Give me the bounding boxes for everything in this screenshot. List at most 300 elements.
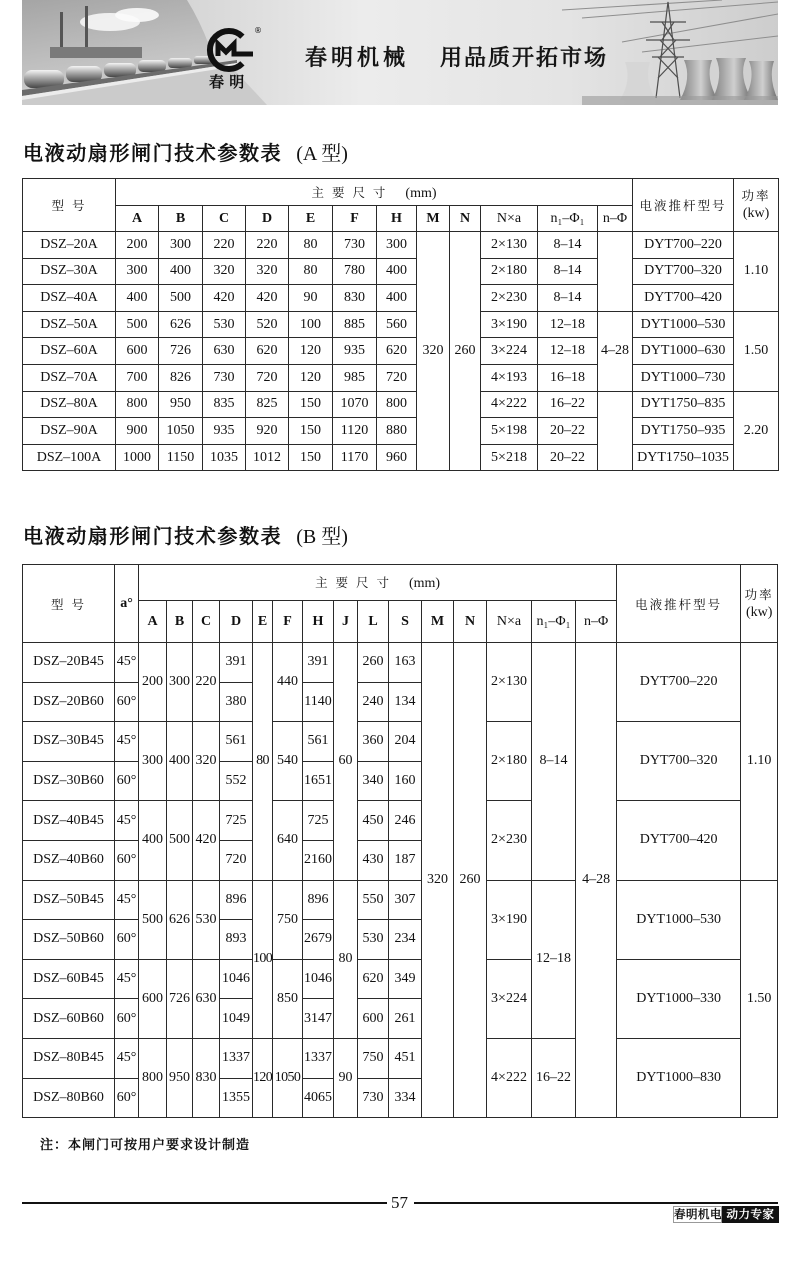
- cell-s: 187: [389, 840, 422, 880]
- cell-d: 1049: [220, 999, 253, 1039]
- table-a-type-label: (A 型): [296, 143, 348, 165]
- cell-nxa-group: 3×190: [487, 880, 532, 959]
- cell-a: 1000: [116, 444, 159, 471]
- cell-actuator-group: DYT700–220: [617, 643, 741, 722]
- cell-nxa: 4×222: [481, 391, 538, 418]
- cell-s: 261: [389, 999, 422, 1039]
- cell-d: 896: [220, 880, 253, 920]
- table-b-title: [23, 524, 348, 549]
- cell-c-group: 830: [193, 1038, 220, 1117]
- cell-f-group: 850: [273, 959, 303, 1038]
- cell-nxa: 2×230: [481, 285, 538, 312]
- table-row: [23, 391, 779, 418]
- cell-angle: 45°: [115, 880, 139, 920]
- cell-l: 260: [358, 643, 389, 683]
- cell-b: 300: [159, 232, 203, 259]
- cell-actuator: DYT1000–530: [633, 311, 734, 338]
- cell-c: 420: [203, 285, 246, 312]
- cell-c: 320: [203, 258, 246, 285]
- cell-h: 2160: [303, 840, 334, 880]
- cell-actuator-group: DYT700–420: [617, 801, 741, 880]
- cell-n1-phi1: 8–14: [538, 258, 598, 285]
- cell-e: 80: [289, 232, 333, 259]
- cell-model: DSZ–60B45: [23, 959, 115, 999]
- cell-c-group: 420: [193, 801, 220, 880]
- cell-a-group: 400: [139, 801, 167, 880]
- table-a-title: [23, 141, 348, 166]
- table-row: [23, 311, 779, 338]
- cell-f-group: 750: [273, 880, 303, 959]
- table-row: [23, 232, 779, 259]
- cell-c-group: 530: [193, 880, 220, 959]
- cell-f: 780: [333, 258, 377, 285]
- cell-a: 800: [116, 391, 159, 418]
- cell-d: 520: [246, 311, 289, 338]
- header-col-s: S: [389, 601, 422, 643]
- header-col-h: H: [377, 206, 417, 232]
- cell-l: 430: [358, 840, 389, 880]
- cell-a-group: 600: [139, 959, 167, 1038]
- cell-s: 234: [389, 920, 422, 960]
- footer-brand-badge: [673, 1206, 779, 1223]
- header-angle: a°: [115, 565, 139, 643]
- cell-a-group: 500: [139, 880, 167, 959]
- header-col-d: D: [220, 601, 253, 643]
- cell-angle: 45°: [115, 801, 139, 841]
- cell-f: 730: [333, 232, 377, 259]
- cell-c-group: 220: [193, 643, 220, 722]
- cell-h: 4065: [303, 1078, 334, 1118]
- cell-a: 300: [116, 258, 159, 285]
- cell-n-merged: 260: [454, 643, 487, 1118]
- table-a: [22, 178, 779, 471]
- cell-h: 880: [377, 418, 417, 445]
- header-col-nxa: N×a: [481, 206, 538, 232]
- table-b-title-text: 电液动扇形闸门技术参数表: [23, 524, 283, 548]
- cell-n1-phi1: 20–22: [538, 418, 598, 445]
- company-logo: [203, 22, 265, 94]
- table-b: [22, 564, 778, 1118]
- cell-model: DSZ–60B60: [23, 999, 115, 1039]
- cell-nxa: 2×130: [481, 232, 538, 259]
- main-dimensions-label: 主 要 尺 寸: [315, 575, 391, 590]
- cell-l: 730: [358, 1078, 389, 1118]
- table-row: [23, 444, 779, 471]
- table-row: [23, 364, 779, 391]
- cell-d: 552: [220, 761, 253, 801]
- header-model: 型 号: [23, 179, 116, 232]
- table-row: [23, 722, 778, 762]
- cell-nxa: 4×193: [481, 364, 538, 391]
- cell-f: 1170: [333, 444, 377, 471]
- cell-b: 626: [159, 311, 203, 338]
- cell-d: 893: [220, 920, 253, 960]
- header-col-n1-phi1: n₁–Φ₁: [538, 206, 598, 232]
- cell-d: 1046: [220, 959, 253, 999]
- header-col-j: J: [334, 601, 358, 643]
- cell-power-group: 1.10: [741, 643, 778, 881]
- cell-f: 830: [333, 285, 377, 312]
- unit-label: (mm): [408, 576, 441, 591]
- power-label: 功率: [744, 586, 774, 602]
- slogan-company: 春明机械: [305, 46, 410, 71]
- table-b-type-label: (B 型): [296, 526, 348, 548]
- header-col-a: A: [139, 601, 167, 643]
- header-col-l: L: [358, 601, 389, 643]
- footer-rule-right: [414, 1202, 778, 1204]
- cell-e-group: 100: [253, 880, 273, 1038]
- cell-h: 896: [303, 880, 334, 920]
- cell-c: 730: [203, 364, 246, 391]
- cell-n1-phi1: 20–22: [538, 444, 598, 471]
- table-row: [23, 258, 779, 285]
- cell-c: 935: [203, 418, 246, 445]
- cell-h: 391: [303, 643, 334, 683]
- cell-actuator-group: DYT1000–330: [617, 959, 741, 1038]
- cell-d: 725: [220, 801, 253, 841]
- cell-model: DSZ–90A: [23, 418, 116, 445]
- cell-model: DSZ–80B45: [23, 1038, 115, 1078]
- cell-model: DSZ–60A: [23, 338, 116, 365]
- cell-b: 826: [159, 364, 203, 391]
- cell-actuator: DYT1000–630: [633, 338, 734, 365]
- cell-actuator: DYT700–320: [633, 258, 734, 285]
- cell-power-group: 1.50: [734, 311, 779, 391]
- cell-power-group: 1.10: [734, 232, 779, 312]
- cell-e: 90: [289, 285, 333, 312]
- cell-b: 726: [159, 338, 203, 365]
- cell-e: 100: [289, 311, 333, 338]
- header-col-c: C: [193, 601, 220, 643]
- cell-angle: 60°: [115, 840, 139, 880]
- cell-c: 630: [203, 338, 246, 365]
- header-actuator-model: 电液推杆型号: [633, 179, 734, 232]
- registered-mark: ®: [254, 26, 262, 35]
- cell-a: 600: [116, 338, 159, 365]
- cell-e-group: 120: [253, 1038, 273, 1117]
- cell-model: DSZ–30B60: [23, 761, 115, 801]
- cell-a: 700: [116, 364, 159, 391]
- header-col-e: E: [289, 206, 333, 232]
- cell-power-group: 2.20: [734, 391, 779, 471]
- cell-d: 920: [246, 418, 289, 445]
- cell-f-group: 640: [273, 801, 303, 880]
- cell-d: 720: [246, 364, 289, 391]
- cell-h: 1337: [303, 1038, 334, 1078]
- cell-d: 1355: [220, 1078, 253, 1118]
- table-b-header-row: [23, 565, 778, 601]
- cell-e: 120: [289, 364, 333, 391]
- cell-a: 200: [116, 232, 159, 259]
- logo-m-mark-icon: [218, 44, 253, 56]
- cell-angle: 45°: [115, 722, 139, 762]
- cell-e-group: 80: [253, 643, 273, 881]
- cell-h: 620: [377, 338, 417, 365]
- cell-nxa-group: 3×224: [487, 959, 532, 1038]
- cell-b: 500: [159, 285, 203, 312]
- cell-nxa: 2×180: [481, 258, 538, 285]
- cell-h: 2679: [303, 920, 334, 960]
- cell-e: 150: [289, 418, 333, 445]
- header-col-m: M: [422, 601, 454, 643]
- cell-l: 360: [358, 722, 389, 762]
- header-actuator-model: 电液推杆型号: [617, 565, 741, 643]
- cell-b-group: 726: [167, 959, 193, 1038]
- cell-actuator-group: DYT1000–830: [617, 1038, 741, 1117]
- logo-text: 春 明: [209, 73, 245, 91]
- cell-model: DSZ–30A: [23, 258, 116, 285]
- cell-h: 800: [377, 391, 417, 418]
- header-main-dimensions: [116, 179, 633, 206]
- cell-a-group: 200: [139, 643, 167, 722]
- header-col-m: M: [417, 206, 450, 232]
- table-a-title-text: 电液动扇形闸门技术参数表: [23, 141, 283, 165]
- cell-nxa-group: 4×222: [487, 1038, 532, 1117]
- cell-l: 600: [358, 999, 389, 1039]
- cell-n1-phi1: 12–18: [538, 311, 598, 338]
- cell-s: 349: [389, 959, 422, 999]
- cell-d: 720: [220, 840, 253, 880]
- page-number: 57: [391, 1193, 408, 1212]
- cell-e: 120: [289, 338, 333, 365]
- cell-angle: 60°: [115, 999, 139, 1039]
- cell-n1-phi1: 12–18: [538, 338, 598, 365]
- cell-a: 500: [116, 311, 159, 338]
- cell-n1-phi1: 16–18: [538, 364, 598, 391]
- cell-b-group: 950: [167, 1038, 193, 1117]
- cell-h: 1046: [303, 959, 334, 999]
- header-power: [741, 565, 778, 643]
- cell-model: DSZ–70A: [23, 364, 116, 391]
- cell-f: 985: [333, 364, 377, 391]
- cell-d: 561: [220, 722, 253, 762]
- cell-actuator: DYT1750–835: [633, 391, 734, 418]
- power-label: 功率: [741, 188, 771, 203]
- cell-b-group: 400: [167, 722, 193, 801]
- cell-l: 620: [358, 959, 389, 999]
- header-col-n1-phi1: n₁–Φ₁: [532, 601, 576, 643]
- cell-b: 1050: [159, 418, 203, 445]
- cell-f: 1120: [333, 418, 377, 445]
- cell-n-phi-group: [598, 232, 633, 312]
- cell-model: DSZ–40A: [23, 285, 116, 312]
- cell-b-group: 626: [167, 880, 193, 959]
- cell-b: 950: [159, 391, 203, 418]
- cell-n1-phi1-group: 16–22: [532, 1038, 576, 1117]
- cell-j-group: 80: [334, 880, 358, 1038]
- cell-a: 400: [116, 285, 159, 312]
- cell-nxa: 5×218: [481, 444, 538, 471]
- cell-model: DSZ–30B45: [23, 722, 115, 762]
- cell-n-phi-group: 4–28: [598, 311, 633, 391]
- table-row: [23, 880, 778, 920]
- footer-motto: 动力专家: [722, 1206, 779, 1223]
- cell-h: 400: [377, 285, 417, 312]
- cell-e: 150: [289, 444, 333, 471]
- cell-model: DSZ–20A: [23, 232, 116, 259]
- header-col-d: D: [246, 206, 289, 232]
- main-dimensions-label: 主 要 尺 寸: [311, 184, 388, 200]
- header-main-dimensions: [139, 565, 617, 601]
- cell-s: 451: [389, 1038, 422, 1078]
- header-col-n: N: [454, 601, 487, 643]
- cell-actuator: DYT700–420: [633, 285, 734, 312]
- cell-l: 240: [358, 682, 389, 722]
- table-row: [23, 801, 778, 841]
- cell-b: 400: [159, 258, 203, 285]
- cell-h: 560: [377, 311, 417, 338]
- cell-model: DSZ–100A: [23, 444, 116, 471]
- cell-d: 391: [220, 643, 253, 683]
- cell-angle: 45°: [115, 1038, 139, 1078]
- cell-h: 400: [377, 258, 417, 285]
- header-col-f: F: [273, 601, 303, 643]
- cell-f-group: 540: [273, 722, 303, 801]
- cell-model: DSZ–50B60: [23, 920, 115, 960]
- cell-d: 420: [246, 285, 289, 312]
- header-col-a: A: [116, 206, 159, 232]
- cell-angle: 60°: [115, 761, 139, 801]
- cell-actuator-group: DYT1000–530: [617, 880, 741, 959]
- cell-angle: 60°: [115, 682, 139, 722]
- cell-n1-phi1-group: 8–14: [532, 643, 576, 881]
- header-col-b: B: [159, 206, 203, 232]
- footer-brand: 春明机电: [674, 1207, 722, 1221]
- cell-model: DSZ–20B60: [23, 682, 115, 722]
- cell-c-group: 320: [193, 722, 220, 801]
- footer-rule-left: [22, 1202, 387, 1204]
- cell-s: 307: [389, 880, 422, 920]
- cell-s: 160: [389, 761, 422, 801]
- cell-n-phi-group: [598, 391, 633, 471]
- cell-h: 300: [377, 232, 417, 259]
- header-col-nxa: N×a: [487, 601, 532, 643]
- cell-c: 1035: [203, 444, 246, 471]
- cell-f-group: 440: [273, 643, 303, 722]
- cell-s: 204: [389, 722, 422, 762]
- cell-h: 960: [377, 444, 417, 471]
- header-banner: [22, 0, 778, 105]
- cell-model: DSZ–20B45: [23, 643, 115, 683]
- table-row: [23, 1038, 778, 1078]
- cell-angle: 60°: [115, 1078, 139, 1118]
- cell-h: 1651: [303, 761, 334, 801]
- cell-a-group: 300: [139, 722, 167, 801]
- cell-s: 134: [389, 682, 422, 722]
- cell-l: 550: [358, 880, 389, 920]
- footnote: 注：本闸门可按用户要求设计制造: [40, 1138, 251, 1153]
- table-row: [23, 418, 779, 445]
- cell-model: DSZ–80A: [23, 391, 116, 418]
- cell-m-merged: 320: [417, 232, 450, 471]
- cell-actuator: DYT1000–730: [633, 364, 734, 391]
- cell-n1-phi1: 16–22: [538, 391, 598, 418]
- cell-s: 246: [389, 801, 422, 841]
- table-row: [23, 643, 778, 683]
- cell-f-group: 1050: [273, 1038, 303, 1117]
- header-model: 型 号: [23, 565, 115, 643]
- unit-label: (mm): [405, 185, 437, 201]
- cell-actuator: DYT1750–1035: [633, 444, 734, 471]
- table-a-header-row: [23, 179, 779, 206]
- cell-actuator: DYT700–220: [633, 232, 734, 259]
- cell-d: 220: [246, 232, 289, 259]
- cell-l: 530: [358, 920, 389, 960]
- cell-j-group: 60: [334, 643, 358, 881]
- cell-nxa: 5×198: [481, 418, 538, 445]
- cell-f: 885: [333, 311, 377, 338]
- cell-e: 80: [289, 258, 333, 285]
- cell-n-merged: 260: [450, 232, 481, 471]
- cell-power-group: 1.50: [741, 880, 778, 1118]
- header-col-n-phi: n–Φ: [598, 206, 633, 232]
- cell-l: 450: [358, 801, 389, 841]
- cell-h: 3147: [303, 999, 334, 1039]
- header-col-n: N: [450, 206, 481, 232]
- cell-n1-phi1-group: 12–18: [532, 880, 576, 1038]
- cell-model: DSZ–50A: [23, 311, 116, 338]
- cell-d: 825: [246, 391, 289, 418]
- cell-d: 320: [246, 258, 289, 285]
- cell-n1-phi1: 8–14: [538, 232, 598, 259]
- cell-l: 340: [358, 761, 389, 801]
- cell-h: 720: [377, 364, 417, 391]
- cell-nxa: 3×190: [481, 311, 538, 338]
- cell-m-merged: 320: [422, 643, 454, 1118]
- header-col-c: C: [203, 206, 246, 232]
- cell-h: 561: [303, 722, 334, 762]
- cell-model: DSZ–50B45: [23, 880, 115, 920]
- cell-angle: 60°: [115, 920, 139, 960]
- cell-l: 750: [358, 1038, 389, 1078]
- cell-e: 150: [289, 391, 333, 418]
- cell-a-group: 800: [139, 1038, 167, 1117]
- header-power: [734, 179, 779, 232]
- cell-c: 220: [203, 232, 246, 259]
- cell-f: 1070: [333, 391, 377, 418]
- header-col-f: F: [333, 206, 377, 232]
- cell-angle: 45°: [115, 643, 139, 683]
- table-row: [23, 285, 779, 312]
- cell-h: 1140: [303, 682, 334, 722]
- cell-s: 334: [389, 1078, 422, 1118]
- cell-c: 835: [203, 391, 246, 418]
- cell-nxa-group: 2×180: [487, 722, 532, 801]
- cell-b: 1150: [159, 444, 203, 471]
- table-row: [23, 338, 779, 365]
- header-col-n-phi: n–Φ: [576, 601, 617, 643]
- cell-nxa: 3×224: [481, 338, 538, 365]
- cell-model: DSZ–80B60: [23, 1078, 115, 1118]
- power-unit-label: (kw): [745, 604, 773, 620]
- cell-b-group: 300: [167, 643, 193, 722]
- cell-d: 1337: [220, 1038, 253, 1078]
- cell-n1-phi1: 8–14: [538, 285, 598, 312]
- power-unit-label: (kw): [742, 206, 770, 221]
- header-col-b: B: [167, 601, 193, 643]
- cell-angle: 45°: [115, 959, 139, 999]
- cell-nxa-group: 2×130: [487, 643, 532, 722]
- cell-f: 935: [333, 338, 377, 365]
- cell-n-phi-merged: 4–28: [576, 643, 617, 1118]
- cell-model: DSZ–40B45: [23, 801, 115, 841]
- cell-h: 725: [303, 801, 334, 841]
- header-col-e: E: [253, 601, 273, 643]
- cell-b-group: 500: [167, 801, 193, 880]
- cell-d: 1012: [246, 444, 289, 471]
- header-col-h: H: [303, 601, 334, 643]
- cell-c-group: 630: [193, 959, 220, 1038]
